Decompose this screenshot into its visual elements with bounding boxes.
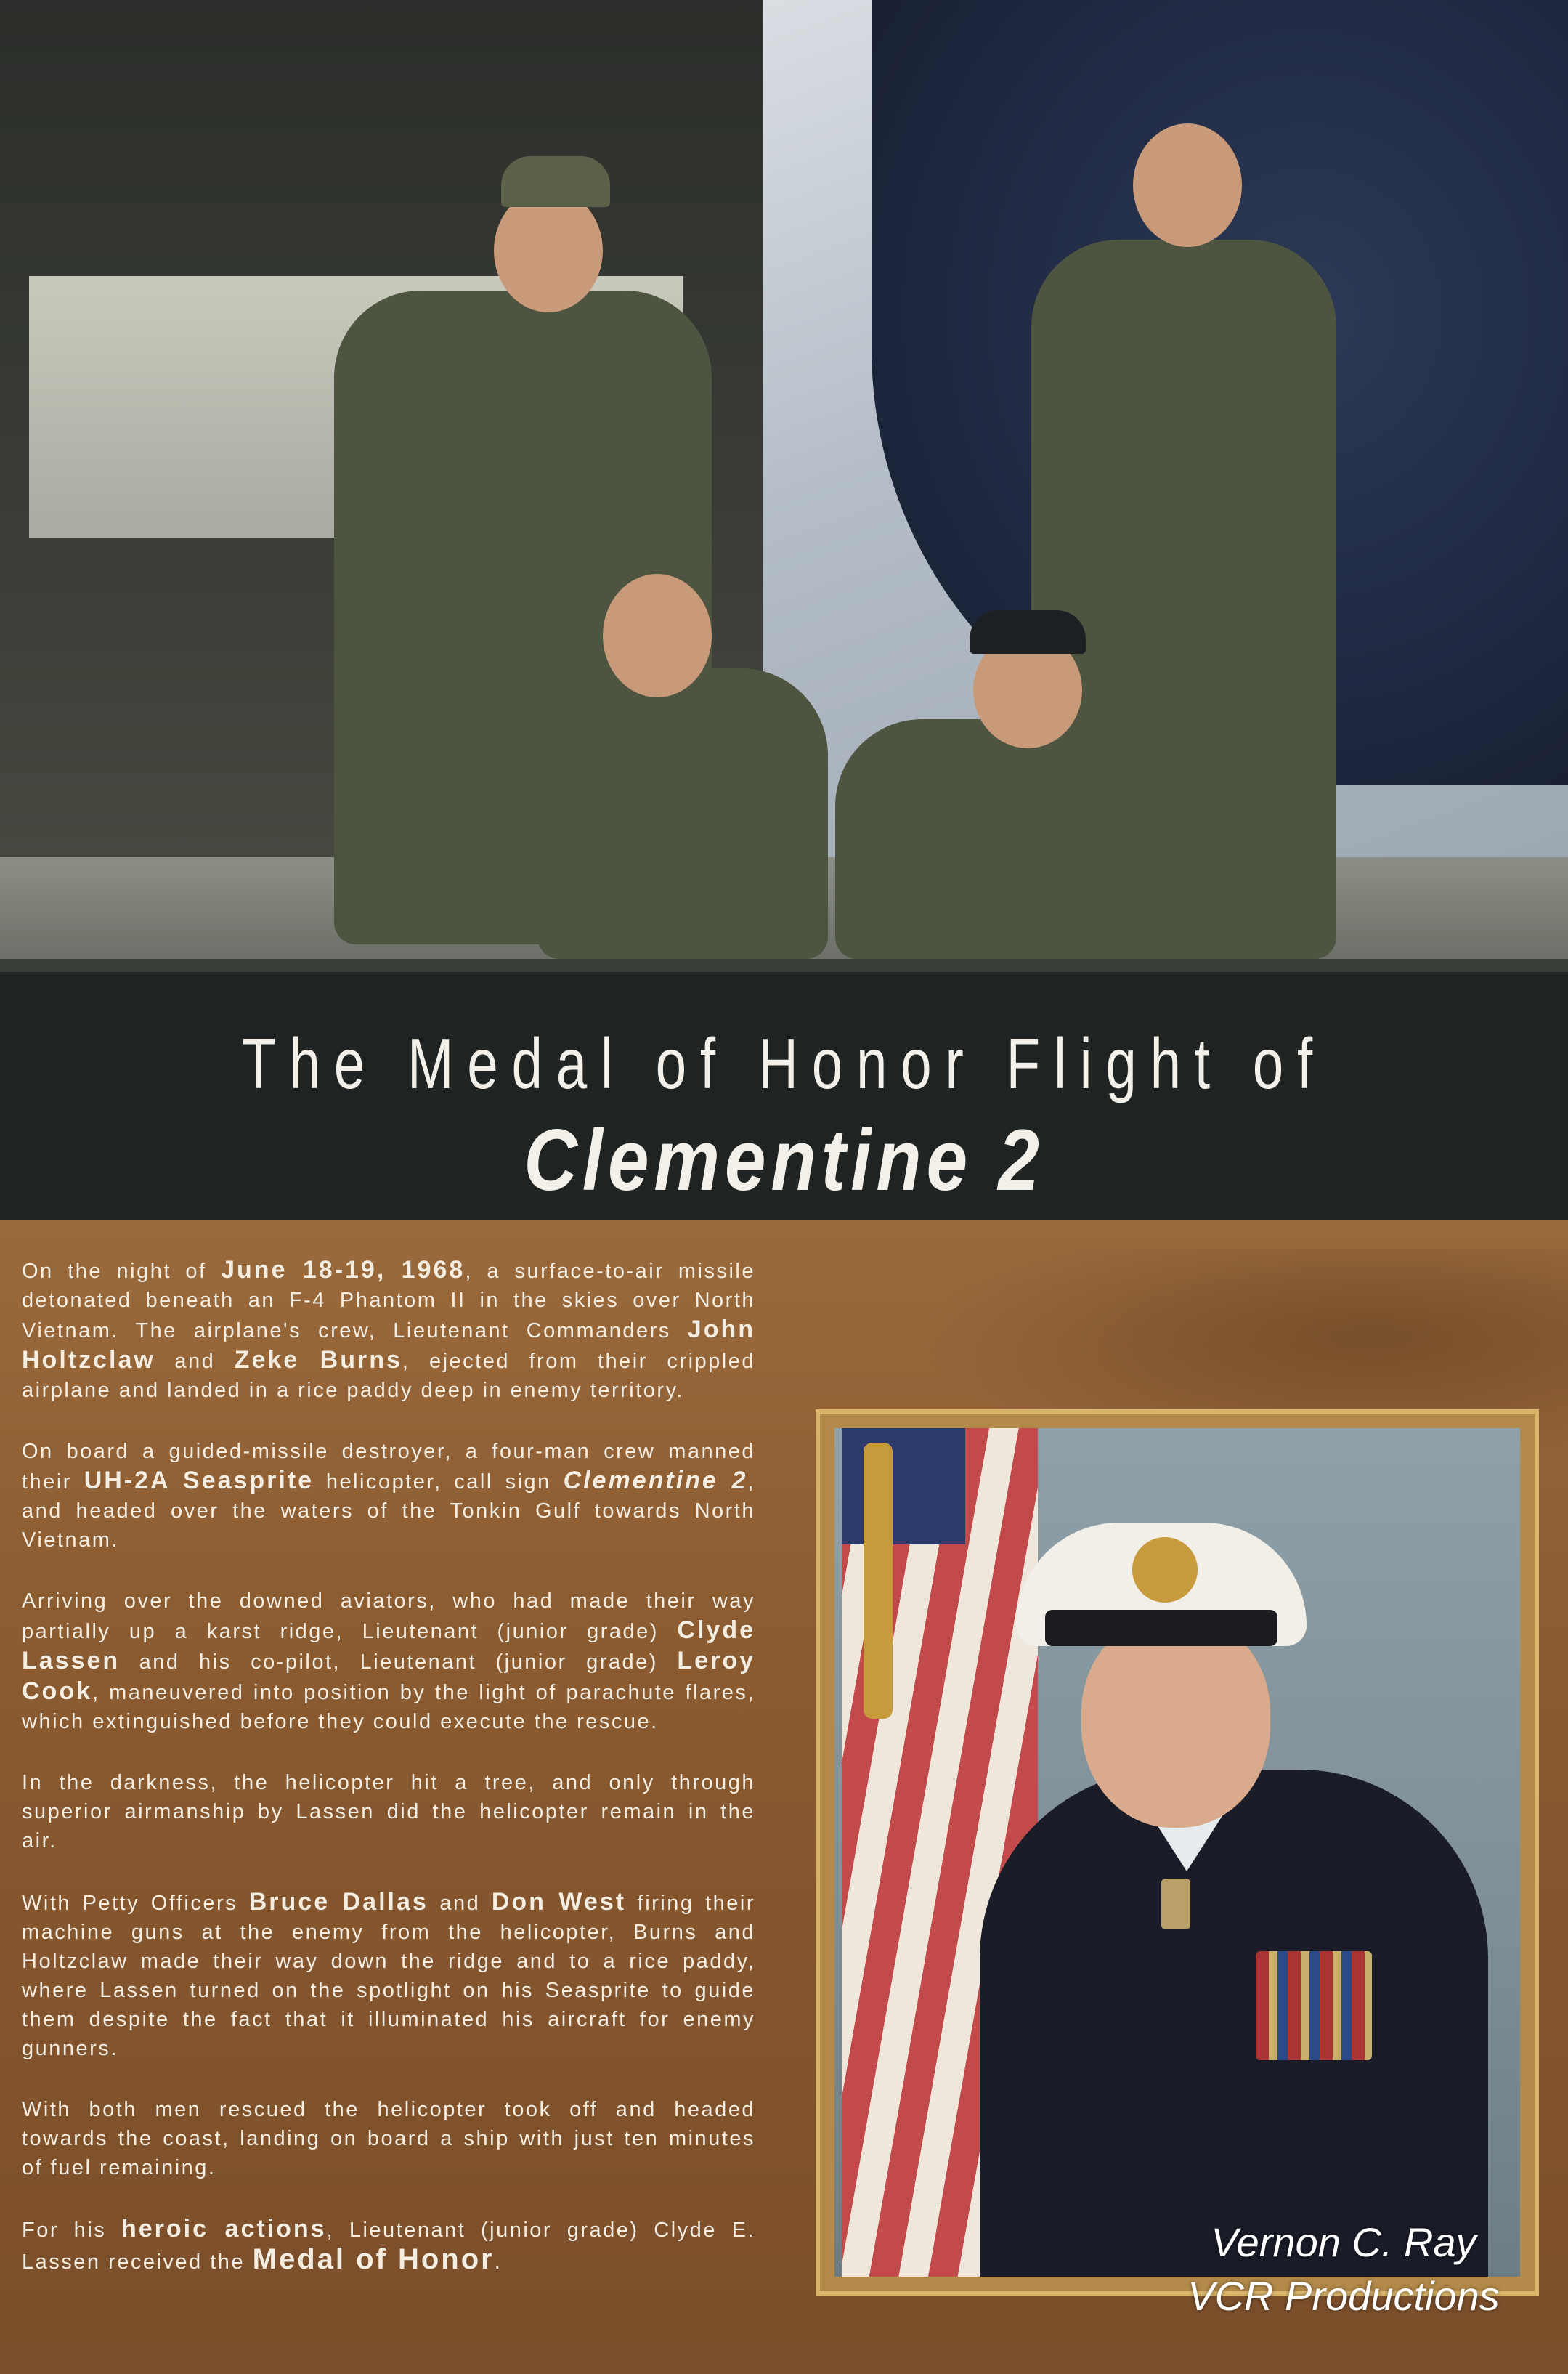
- emphasis-text: Zeke Burns: [234, 1346, 402, 1374]
- paragraph-text: In the darkness, the helicopter hit a tree, and only through superior airmanship by Lassen did the helicopter remain in the air.: [22, 1771, 755, 1852]
- paragraph-text: , ejected from their crippled airplane and landed in a rice paddy deep in enemy territory.: [22, 1350, 755, 1402]
- paragraph-text: On board a guided-missile destroyer, a four-man crew manned their: [22, 1440, 755, 1494]
- medal-of-honor: [1161, 1879, 1190, 1929]
- cap-badge: [1132, 1537, 1198, 1603]
- cap-band: [1045, 1610, 1277, 1646]
- paragraph-text: , maneuvered into position by the light of parachute flares, which extinguished before they could execute the rescue.: [22, 1681, 755, 1733]
- paragraph-text: helicopter, call sign: [314, 1470, 564, 1494]
- navy-uniform: [980, 1770, 1488, 2277]
- title-line-1: The Medal of Honor Flight of: [242, 1024, 1326, 1103]
- crew-member-crouching-left: [537, 668, 828, 959]
- crew-cap: [501, 156, 610, 207]
- paragraph-text: On the night of: [22, 1260, 222, 1283]
- story-paragraph: [22, 1437, 755, 1555]
- emphasis-text: Medal of Honor: [252, 2243, 495, 2275]
- flag-canton: [842, 1428, 965, 1544]
- emphasis-text: Bruce Dallas: [248, 1888, 428, 1916]
- paragraph-text: firing their machine guns at the enemy from the helicopter, Burns and Holtzclaw made their way down the ridge and to a rice paddy, where Lassen turned on the spotlight on his Seasprite to guide them despite the fact that it illuminated his aircraft for enemy gunners.: [22, 1892, 756, 2060]
- story-paragraph: [22, 1887, 755, 2063]
- portrait-frame: [816, 1409, 1539, 2296]
- paragraph-text: , Lieutenant (junior grade) Clyde E. Lassen received the: [22, 2219, 756, 2274]
- flag-tassel: [864, 1443, 893, 1719]
- paragraph-text: For his: [22, 2219, 121, 2242]
- crew-member-head: [494, 189, 603, 312]
- story-paragraph: [22, 1587, 755, 1736]
- crew-cap: [970, 610, 1086, 654]
- story-paragraph: [22, 2214, 755, 2277]
- crew-photo: [0, 0, 1568, 959]
- emphasis-text: UH-2A Seasprite: [84, 1467, 314, 1494]
- paragraph-text: Arriving over the downed aviators, who had made their way partially up a karst ridge, Lieutenant (junior grade): [22, 1589, 755, 1643]
- paragraph-text: and: [155, 1350, 235, 1373]
- officer-face: [1081, 1617, 1270, 1828]
- photographer-watermark: [1140, 2216, 1547, 2323]
- emphasis-text: June 18-19, 1968: [221, 1256, 466, 1284]
- title-band: [0, 959, 1568, 1220]
- emphasis-text: heroic actions: [121, 2215, 327, 2243]
- paragraph-text: .: [494, 2251, 503, 2274]
- crew-member-head: [1133, 123, 1242, 247]
- watermark-company: VCR Productions: [1187, 2273, 1500, 2319]
- paragraph-text: With both men rescued the helicopter took off and headed towards the coast, landing on board a ship with just ten minutes of fuel remaining.: [22, 2098, 755, 2179]
- crew-member-crouching-right: [835, 719, 1177, 959]
- paragraph-text: and: [428, 1892, 492, 1915]
- paragraph-text: With Petty Officers: [22, 1892, 249, 1915]
- crew-member-head: [603, 574, 712, 697]
- emphasis-text: Clementine 2: [563, 1467, 748, 1494]
- story-paragraph: [22, 1768, 755, 1855]
- lassen-portrait: [834, 1428, 1520, 2277]
- emphasis-text: John Holtzclaw: [22, 1316, 755, 1374]
- watermark-name: Vernon C. Ray: [1211, 2219, 1476, 2265]
- paragraph-text: and his co-pilot, Lieutenant (junior grade): [120, 1650, 678, 1674]
- emphasis-text: Don West: [491, 1888, 627, 1916]
- paragraph-text: , and headed over the waters of the Tonkin Gulf towards North Vietnam.: [22, 1470, 755, 1552]
- title-line-2: Clementine 2: [524, 1111, 1044, 1209]
- story-paragraph: [22, 2095, 755, 2182]
- story-text: [22, 1255, 755, 2309]
- paragraph-text: , a surface-to-air missile detonated beneath an F-4 Phantom II in the skies over North Vietnam. The airplane's crew, Lieutenant Commanders: [22, 1260, 755, 1342]
- emphasis-text: Clyde Lassen: [22, 1616, 755, 1674]
- story-paragraph: [22, 1255, 755, 1405]
- service-medals: [1256, 1951, 1372, 2060]
- emphasis-text: Leroy Cook: [22, 1647, 755, 1705]
